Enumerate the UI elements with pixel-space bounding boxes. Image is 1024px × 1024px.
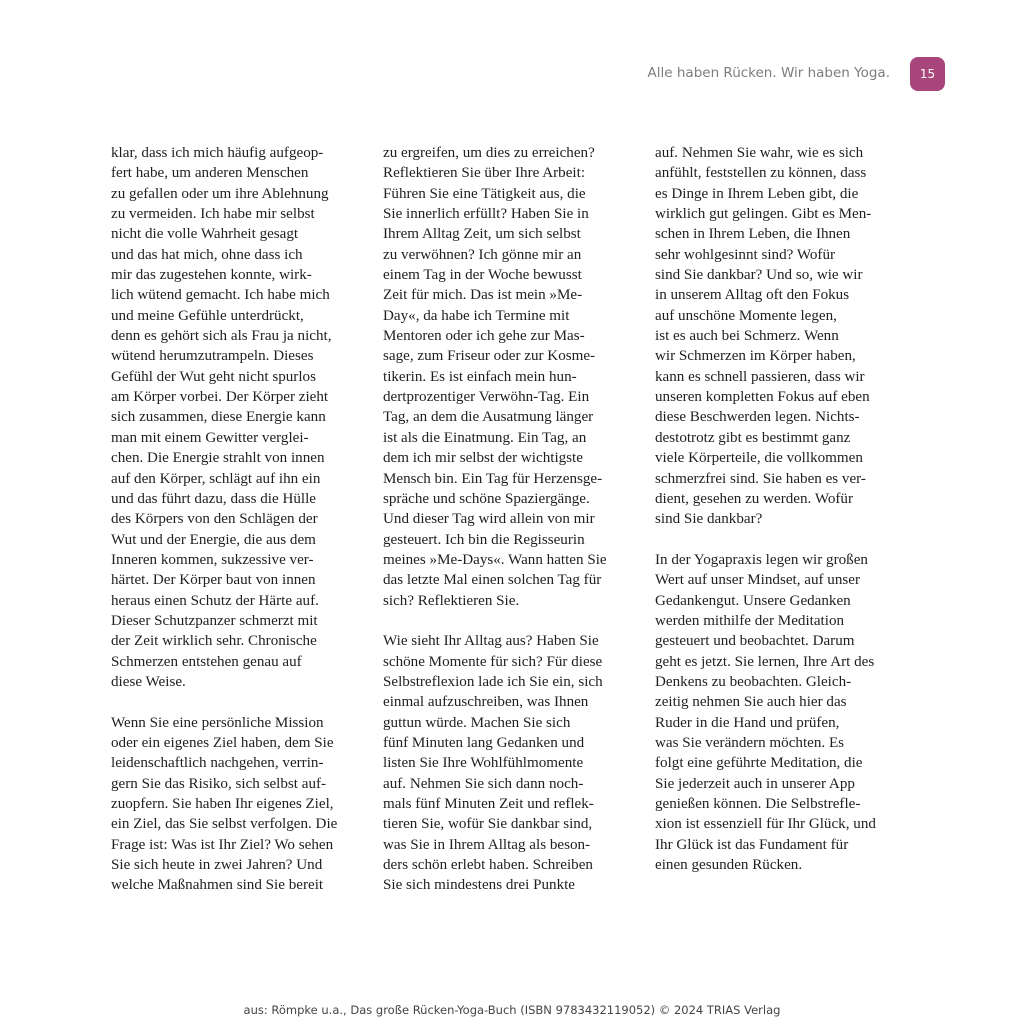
text-line: kann es schnell passieren, dass wir: [655, 368, 865, 385]
text-line: denn es gehört sich als Frau ja nicht,: [111, 328, 332, 345]
text-line: gesteuert. Ich bin die Regisseurin: [383, 531, 585, 548]
text-line: ist als die Einatmung. Ein Tag, an: [383, 429, 587, 446]
text-line: schen in Ihrem Leben, die Ihnen: [655, 226, 851, 243]
paragraph-break: [383, 611, 633, 631]
text-line: Wert auf unser Mindset, auf unser: [655, 572, 861, 589]
text-line: mals fünf Minuten Zeit und reflek-: [383, 796, 594, 812]
footer-citation: aus: Römpke u.a., Das große Rücken-Yoga-Buch (ISBN 9783432119052) © 2024 TRIAS Verlag: [243, 1003, 781, 1017]
text-line: Tag, an dem die Ausatmung länger: [383, 409, 594, 426]
text-line: was Sie in Ihrem Alltag als beson-: [383, 836, 591, 853]
text-line: tieren Sie, wofür Sie dankbar sind,: [383, 816, 593, 833]
text-line: das letzte Mal einen solchen Tag für: [383, 572, 602, 589]
text-line: gesteuert und beobachtet. Darum: [655, 633, 855, 650]
text-line: Ihr Glück ist das Fundament für: [655, 836, 849, 853]
text-line: Selbstreflexion lade ich Sie ein, sich: [383, 673, 603, 690]
text-line: Reflektieren Sie über Ihre Arbeit:: [383, 165, 586, 182]
text-column-3: [655, 143, 905, 875]
text-line: sind Sie dankbar?: [655, 511, 763, 528]
text-line: schöne Momente für sich? Für diese: [383, 653, 603, 670]
text-line: zu ergreifen, um dies zu erreichen?: [383, 145, 595, 161]
text-line: Gefühl der Wut geht nicht spurlos: [111, 368, 316, 385]
text-line: chen. Die Energie strahlt von innen: [111, 450, 325, 467]
text-line: Sie sich heute in zwei Jahren? Und: [111, 857, 323, 874]
text-line: sich zusammen, diese Energie kann: [111, 409, 326, 426]
text-line: auf. Nehmen Sie sich dann noch-: [383, 775, 584, 792]
text-line: Mentoren oder ich gehe zur Mas-: [383, 328, 585, 345]
text-line: nicht die volle Wahrheit gesagt: [111, 226, 299, 243]
text-line: Sie innerlich erfüllt? Haben Sie in: [383, 206, 589, 223]
text-line: sich? Reflektieren Sie.: [383, 592, 520, 609]
text-line: Inneren kommen, sukzessive ver-: [111, 551, 314, 568]
text-line: Dieser Schutzpanzer schmerzt mit: [111, 612, 318, 629]
text-line: sage, zum Friseur oder zur Kosme-: [383, 348, 596, 365]
text-line: anfühlt, feststellen zu können, dass: [655, 165, 867, 182]
text-line: lich wütend gemacht. Ich habe mich: [111, 287, 330, 304]
text-line: Sie sich mindestens drei Punkte: [383, 877, 576, 894]
text-line: und meine Gefühle unterdrückt,: [111, 307, 304, 324]
text-line: wirklich gut gelingen. Gibt es Men-: [655, 206, 872, 223]
text-line: tikerin. Es ist einfach mein hun-: [383, 368, 577, 385]
text-line: Wenn Sie eine persönliche Mission: [111, 714, 324, 731]
text-line: Und dieser Tag wird allein von mir: [383, 511, 595, 528]
text-line: es Dinge in Ihrem Leben gibt, die: [655, 185, 859, 202]
text-line: Sie jederzeit auch in unserer App: [655, 775, 855, 792]
text-line: auf unschöne Momente legen,: [655, 307, 837, 324]
text-line: man mit einem Gewitter verglei-: [111, 429, 309, 446]
text-line: zuopfern. Sie haben Ihr eigenes Ziel,: [111, 796, 334, 812]
text-line: Wut und der Energie, die aus dem: [111, 531, 316, 548]
text-line: ders schön erlebt haben. Schreiben: [383, 857, 593, 874]
text-line: genießen können. Die Selbstrefle-: [655, 796, 861, 812]
text-line: folgt eine geführte Meditation, die: [655, 755, 863, 772]
text-line: Denkens zu beobachten. Gleich-: [655, 673, 852, 690]
text-line: gern Sie das Risiko, sich selbst auf-: [111, 775, 327, 792]
text-line: sehr wohlgesinnt sind? Wofür: [655, 246, 836, 263]
text-line: destotrotz gibt es bestimmt ganz: [655, 429, 851, 446]
text-line: dient, gesehen zu werden. Wofür: [655, 490, 854, 507]
text-line: listen Sie Ihre Wohlfühlmomente: [383, 755, 584, 772]
running-header-title: Alle haben Rücken. Wir haben Yoga.: [647, 65, 890, 81]
text-line: werden mithilfe der Meditation: [655, 612, 845, 629]
text-line: ein Ziel, das Sie selbst verfolgen. Die: [111, 816, 338, 833]
paragraph-break: [655, 530, 905, 550]
text-line: zu verwöhnen? Ich gönne mir an: [383, 246, 582, 263]
text-line: In der Yogapraxis legen wir großen: [655, 551, 868, 568]
text-column-2: [383, 143, 633, 896]
page-number-badge: 15: [910, 57, 945, 91]
text-line: auf. Nehmen Sie wahr, wie es sich: [655, 145, 864, 161]
text-line: sind Sie dankbar? Und so, wie wir: [655, 267, 863, 284]
text-line: Frage ist: Was ist Ihr Ziel? Wo sehen: [111, 836, 334, 853]
text-line: schmerzfrei sind. Sie haben es ver-: [655, 470, 866, 487]
text-line: oder ein eigenes Ziel haben, dem Sie: [111, 734, 334, 751]
text-line: fünf Minuten lang Gedanken und: [383, 734, 585, 751]
text-line: ist es auch bei Schmerz. Wenn: [655, 328, 839, 345]
text-line: einen gesunden Rücken.: [655, 857, 803, 874]
text-line: Ruder in die Hand und prüfen,: [655, 714, 840, 731]
text-line: des Körpers von den Schlägen der: [111, 511, 318, 528]
text-line: diese Weise.: [111, 673, 186, 690]
text-line: am Körper vorbei. Der Körper zieht: [111, 389, 329, 406]
text-line: welche Maßnahmen sind Sie bereit: [111, 877, 324, 894]
text-line: meines »Me-Days«. Wann hatten Sie: [383, 551, 607, 568]
text-line: unseren kompletten Fokus auf eben: [655, 389, 870, 406]
text-line: härtet. Der Körper baut von innen: [111, 572, 316, 589]
text-line: Führen Sie eine Tätigkeit aus, die: [383, 185, 586, 202]
text-line: in unserem Alltag oft den Fokus: [655, 287, 850, 304]
text-line: geht es jetzt. Sie lernen, Ihre Art des: [655, 653, 875, 670]
text-line: leidenschaftlich nachgehen, verrin-: [111, 755, 324, 772]
text-line: zu gefallen oder um ihre Ablehnung: [111, 185, 329, 202]
text-line: spräche und schöne Spaziergänge.: [383, 490, 590, 507]
text-line: Wie sieht Ihr Alltag aus? Haben Sie: [383, 633, 599, 650]
text-line: einem Tag in der Woche bewusst: [383, 267, 582, 284]
text-line: Schmerzen entstehen genau auf: [111, 653, 302, 670]
text-line: diese Beschwerden legen. Nichts-: [655, 409, 860, 426]
text-line: zu vermeiden. Ich habe mir selbst: [111, 206, 315, 223]
text-line: viele Körperteile, die vollkommen: [655, 450, 863, 467]
text-line: Day«, da habe ich Termine mit: [383, 307, 570, 324]
text-line: klar, dass ich mich häufig aufgeop-: [111, 145, 324, 161]
text-column-1: [111, 143, 361, 896]
text-line: und das führt dazu, dass die Hülle: [111, 490, 316, 507]
text-line: einmal aufzuschreiben, was Ihnen: [383, 694, 589, 711]
text-line: heraus einen Schutz der Härte auf.: [111, 592, 319, 609]
text-line: Ihrem Alltag Zeit, um sich selbst: [383, 226, 581, 243]
text-line: Zeit für mich. Das ist mein »Me-: [383, 287, 583, 304]
text-line: mir das zugestehen konnte, wirk-: [111, 267, 312, 284]
text-line: xion ist essenziell für Ihr Glück, und: [655, 816, 876, 833]
text-line: und das hat mich, ohne dass ich: [111, 246, 303, 263]
text-line: fert habe, um anderen Menschen: [111, 165, 309, 182]
text-line: was Sie verändern möchten. Es: [655, 734, 845, 751]
text-line: wütend herumzutrampeln. Dieses: [111, 348, 314, 365]
text-line: wir Schmerzen im Körper haben,: [655, 348, 856, 365]
text-line: dem ich mir selbst der wichtigste: [383, 450, 583, 467]
text-line: guttun würde. Machen Sie sich: [383, 714, 571, 731]
text-line: der Zeit wirklich sehr. Chronische: [111, 633, 317, 650]
text-line: auf den Körper, schlägt auf ihn ein: [111, 470, 321, 487]
text-line: Mensch bin. Ein Tag für Herzensge-: [383, 470, 603, 487]
text-line: zeitig nehmen Sie auch hier das: [655, 694, 847, 711]
text-line: dertprozentiger Verwöhn-Tag. Ein: [383, 389, 590, 406]
text-line: Gedankengut. Unsere Gedanken: [655, 592, 851, 609]
paragraph-break: [111, 692, 361, 712]
